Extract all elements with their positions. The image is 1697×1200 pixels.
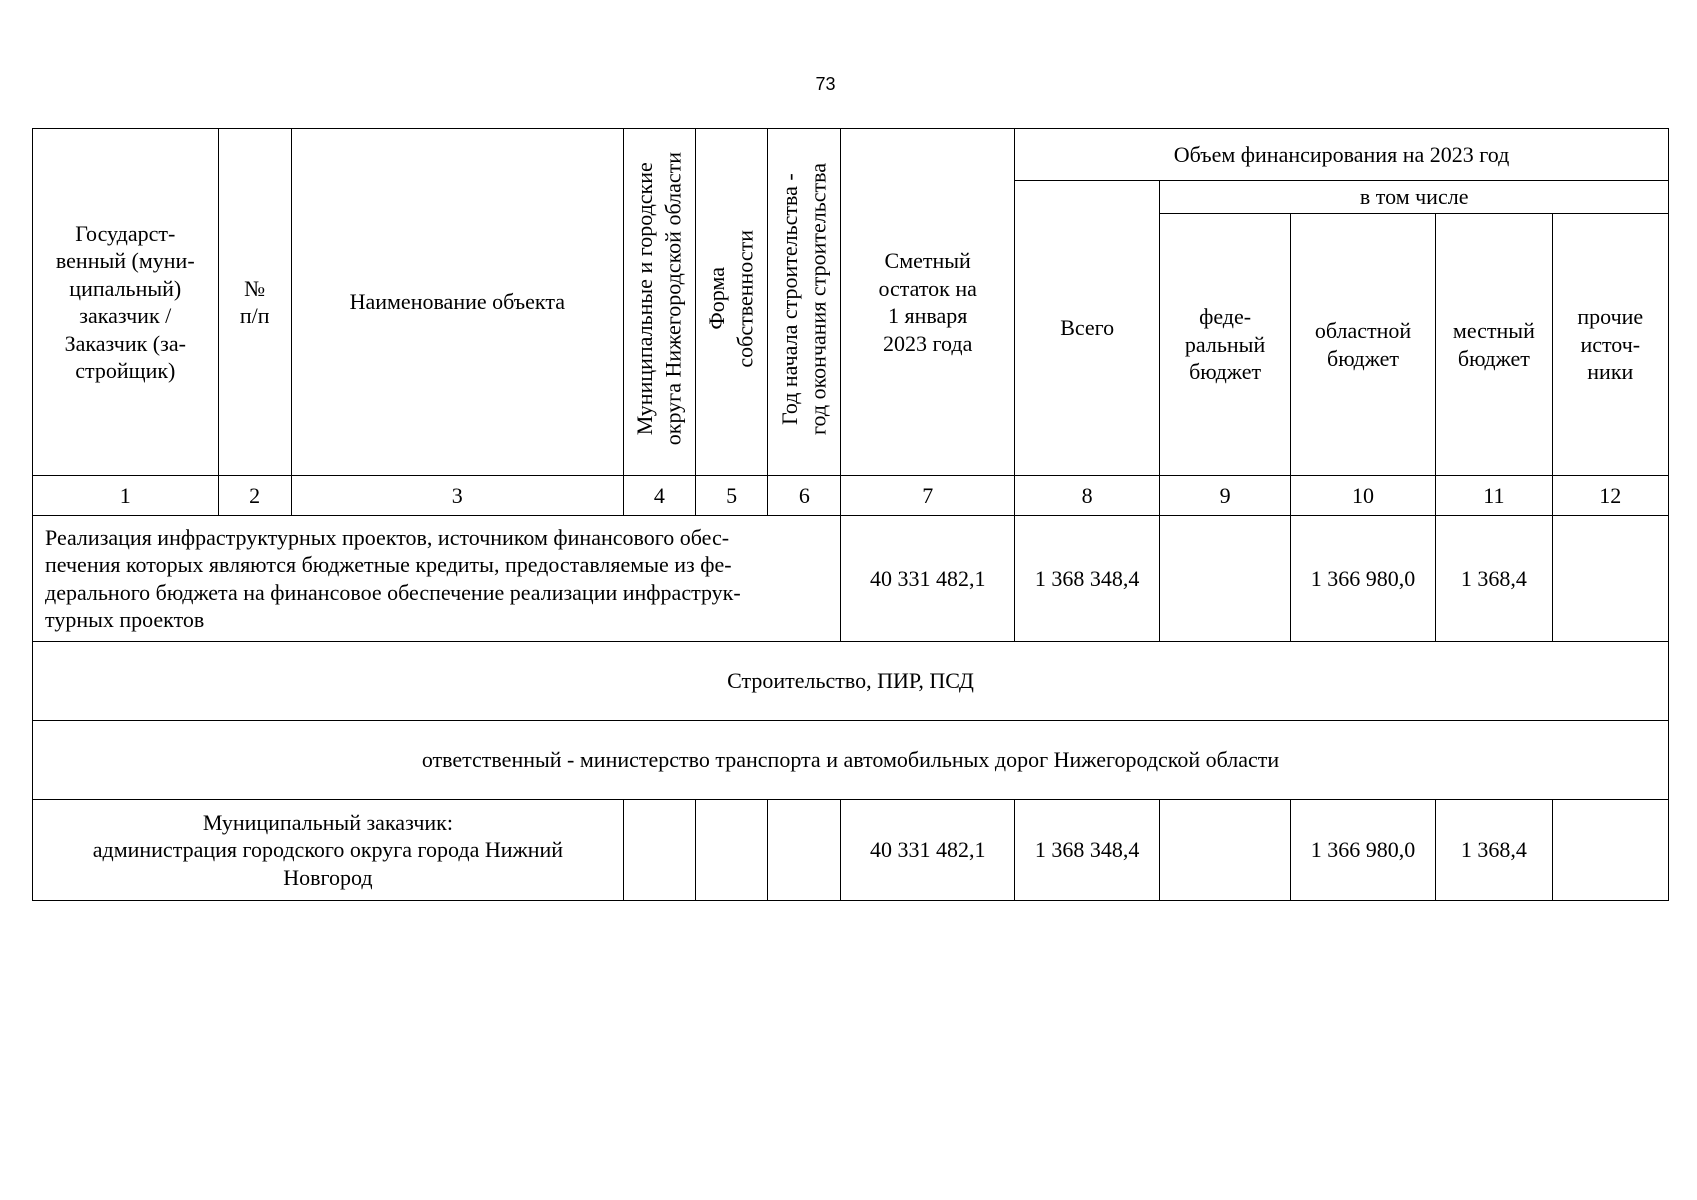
customer-estimate: 40 331 482,1 <box>841 800 1015 901</box>
summary-local: 1 368,4 <box>1436 516 1552 642</box>
header-total: Всего <box>1014 181 1159 476</box>
header-local: местный бюджет <box>1436 214 1552 476</box>
header-federal: феде- ральный бюджет <box>1160 214 1290 476</box>
header-regional: областной бюджет <box>1290 214 1435 476</box>
customer-municipality <box>623 800 695 901</box>
customer-ownership <box>696 800 768 901</box>
customer-years <box>768 800 841 901</box>
page-number: 73 <box>815 74 836 94</box>
column-number: 2 <box>218 476 291 516</box>
customer-local: 1 368,4 <box>1436 800 1552 901</box>
column-number: 7 <box>841 476 1015 516</box>
financing-table <box>32 128 1669 901</box>
column-numbers-row <box>33 476 1669 516</box>
header-ownership: Форма собственности <box>696 129 768 476</box>
column-number: 6 <box>768 476 841 516</box>
header-estimate: Сметный остаток на 1 января 2023 года <box>841 129 1015 476</box>
summary-total: 1 368 348,4 <box>1014 516 1159 642</box>
customer-regional: 1 366 980,0 <box>1290 800 1435 901</box>
header-object-name: Наименование объекта <box>291 129 623 476</box>
header-including: в том числе <box>1160 181 1669 214</box>
summary-other <box>1552 516 1668 642</box>
column-number: 12 <box>1552 476 1668 516</box>
column-number: 8 <box>1014 476 1159 516</box>
summary-label: Реализация инфраструктурных проектов, источником финансового обес- печения которых являются бюджетные кредиты, предоставляемые из фе- дерального бюджета на финансовое обеспечение реализации инфраструк- турных проектов <box>33 516 841 642</box>
column-number: 1 <box>33 476 219 516</box>
summary-row <box>33 516 1669 642</box>
header-customer: Государст- венный (муни- ципальный) заказчик / Заказчик (за- стройщик) <box>33 129 219 476</box>
column-number: 11 <box>1436 476 1552 516</box>
column-number: 10 <box>1290 476 1435 516</box>
customer-other <box>1552 800 1668 901</box>
summary-regional: 1 366 980,0 <box>1290 516 1435 642</box>
customer-row <box>33 800 1669 901</box>
summary-federal <box>1160 516 1290 642</box>
customer-label: Муниципальный заказчик: администрация городского округа города Нижний Новгород <box>33 800 624 901</box>
summary-estimate: 40 331 482,1 <box>841 516 1015 642</box>
section-title: Строительство, ПИР, ПСД <box>33 642 1669 721</box>
header-funding: Объем финансирования на 2023 год <box>1014 129 1668 181</box>
column-number: 4 <box>623 476 695 516</box>
header-municipalities: Муниципальные и городские округа Нижегородской области <box>623 129 695 476</box>
column-number: 5 <box>696 476 768 516</box>
responsible-row: ответственный - министерство транспорта и автомобильных дорог Нижегородской области <box>33 721 1669 800</box>
column-number: 3 <box>291 476 623 516</box>
header-other: прочие источ- ники <box>1552 214 1668 476</box>
customer-total: 1 368 348,4 <box>1014 800 1159 901</box>
header-years: Год начала строительства - год окончания строительства <box>768 129 841 476</box>
column-number: 9 <box>1160 476 1290 516</box>
customer-federal <box>1160 800 1290 901</box>
header-npp: № п/п <box>218 129 291 476</box>
